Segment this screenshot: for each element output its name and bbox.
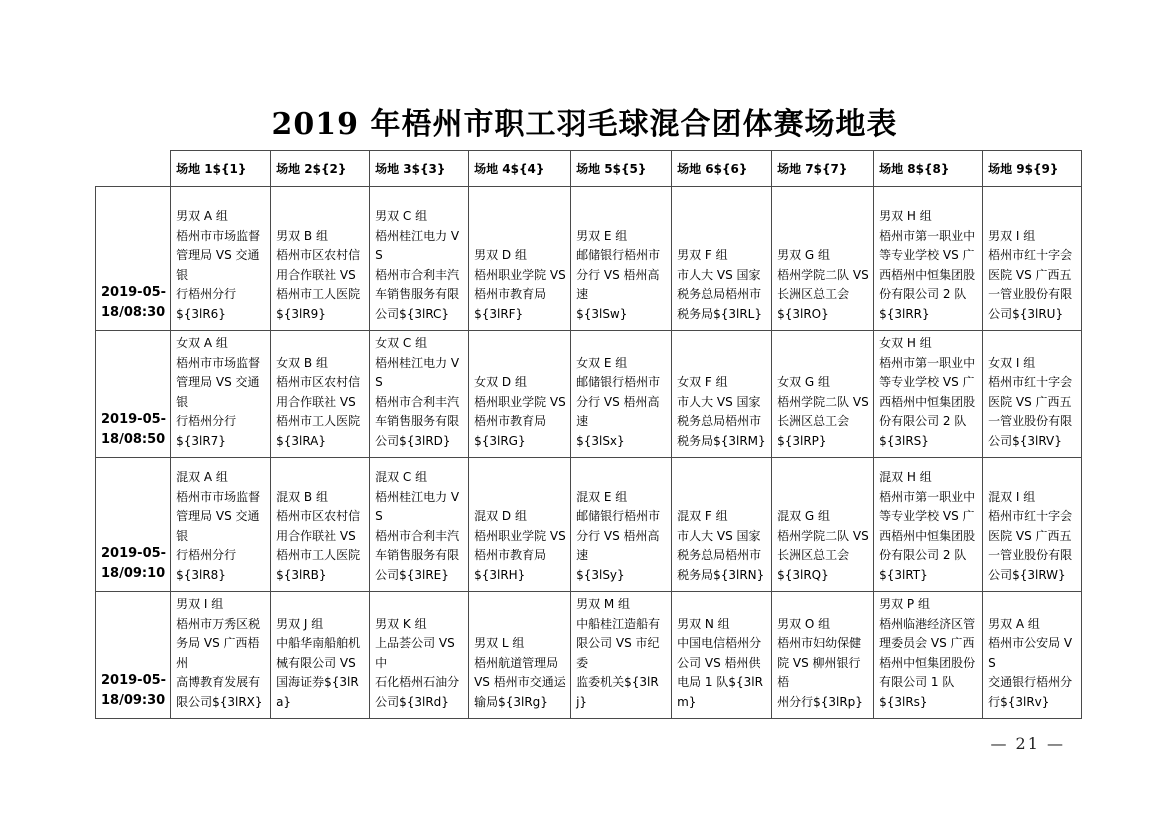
time-label: 2019-05- 18/09:30 xyxy=(96,592,171,719)
schedule-row xyxy=(96,592,1082,719)
time-label: 2019-05- 18/09:10 xyxy=(96,458,171,592)
match-cell: 混双 C 组 梧州桂江电力 VS 梧州市合利丰汽 车销售服务有限 公司${3lRE} xyxy=(370,458,469,592)
match-cell: 女双 E 组 邮储银行梧州市 分行 VS 梧州高速 ${3lSx} xyxy=(571,331,672,458)
match-cell: 女双 C 组 梧州桂江电力 VS 梧州市合利丰汽 车销售服务有限 公司${3lRD} xyxy=(370,331,469,458)
match-cell: 男双 B 组 梧州市区农村信 用合作联社 VS 梧州市工人医院 ${3lR9} xyxy=(271,187,370,331)
match-cell: 男双 A 组 梧州市公安局 VS 交通银行梧州分 行${3lRv} xyxy=(983,592,1082,719)
schedule-row xyxy=(96,458,1082,592)
schedule-row xyxy=(96,331,1082,458)
venue-column-header: 场地 1${1} xyxy=(171,151,271,187)
page-number: — 21 — xyxy=(990,734,1065,753)
match-cell: 男双 M 组 中船桂江造船有 限公司 VS 市纪委 监委机关${3lRj} xyxy=(571,592,672,719)
match-cell: 男双 D 组 梧州职业学院 VS 梧州市教育局 ${3lRF} xyxy=(469,187,571,331)
schedule-table-body xyxy=(96,187,1082,719)
page-title: 2019 年梧州市职工羽毛球混合团体赛场地表 xyxy=(271,107,898,142)
match-cell: 混双 I 组 梧州市红十字会 医院 VS 广西五 一管业股份有限 公司${3lRW} xyxy=(983,458,1082,592)
venue-column-header: 场地 6${6} xyxy=(672,151,772,187)
match-cell: 男双 I 组 梧州市万秀区税 务局 VS 广西梧州 高博教育发展有 限公司${3lRX} xyxy=(171,592,271,719)
match-cell: 女双 G 组 梧州学院二队 VS 长洲区总工会 ${3lRP} xyxy=(772,331,874,458)
venue-schedule-table xyxy=(95,150,1082,719)
venue-column-header: 场地 4${4} xyxy=(469,151,571,187)
match-cell: 男双 H 组 梧州市第一职业中 等专业学校 VS 广 西梧州中恒集团股 份有限公司 2 队 ${3lRR} xyxy=(874,187,983,331)
corner-cell xyxy=(96,151,171,187)
match-cell: 男双 E 组 邮储银行梧州市 分行 VS 梧州高速 ${3lSw} xyxy=(571,187,672,331)
match-cell: 男双 A 组 梧州市市场监督 管理局 VS 交通银 行梧州分行 ${3lR6} xyxy=(171,187,271,331)
venue-column-header: 场地 2${2} xyxy=(271,151,370,187)
venue-column-header: 场地 7${7} xyxy=(772,151,874,187)
time-label: 2019-05- 18/08:30 xyxy=(96,187,171,331)
match-cell: 男双 C 组 梧州桂江电力 VS 梧州市合利丰汽 车销售服务有限 公司${3lRC} xyxy=(370,187,469,331)
venue-column-header: 场地 9${9} xyxy=(983,151,1082,187)
match-cell: 女双 D 组 梧州职业学院 VS 梧州市教育局 ${3lRG} xyxy=(469,331,571,458)
match-cell: 男双 G 组 梧州学院二队 VS 长洲区总工会 ${3lRO} xyxy=(772,187,874,331)
match-cell: 混双 D 组 梧州职业学院 VS 梧州市教育局 ${3lRH} xyxy=(469,458,571,592)
match-cell: 混双 H 组 梧州市第一职业中 等专业学校 VS 广 西梧州中恒集团股 份有限公司 2 队 ${3lRT} xyxy=(874,458,983,592)
match-cell: 混双 F 组 市人大 VS 国家 税务总局梧州市 税务局${3lRN} xyxy=(672,458,772,592)
time-label: 2019-05- 18/08:50 xyxy=(96,331,171,458)
venue-column-header: 场地 5${5} xyxy=(571,151,672,187)
venue-column-header: 场地 8${8} xyxy=(874,151,983,187)
match-cell: 男双 O 组 梧州市妇幼保健 院 VS 柳州银行梧 州分行${3lRp} xyxy=(772,592,874,719)
match-cell: 男双 N 组 中国电信梧州分 公司 VS 梧州供 电局 1 队${3lRm} xyxy=(672,592,772,719)
match-cell: 混双 G 组 梧州学院二队 VS 长洲区总工会 ${3lRQ} xyxy=(772,458,874,592)
match-cell: 男双 L 组 梧州航道管理局 VS 梧州市交通运 输局${3lRg} xyxy=(469,592,571,719)
match-cell: 男双 J 组 中船华南船舶机 械有限公司 VS 国海证券${3lRa} xyxy=(271,592,370,719)
match-cell: 女双 B 组 梧州市区农村信 用合作联社 VS 梧州市工人医院 ${3lRA} xyxy=(271,331,370,458)
venue-header-row xyxy=(96,151,1082,187)
match-cell: 混双 B 组 梧州市区农村信 用合作联社 VS 梧州市工人医院 ${3lRB} xyxy=(271,458,370,592)
match-cell: 混双 A 组 梧州市市场监督 管理局 VS 交通银 行梧州分行 ${3lR8} xyxy=(171,458,271,592)
schedule-row xyxy=(96,187,1082,331)
match-cell: 男双 K 组 上品荟公司 VS 中 石化梧州石油分 公司${3lRd} xyxy=(370,592,469,719)
match-cell: 女双 H 组 梧州市第一职业中 等专业学校 VS 广 西梧州中恒集团股 份有限公司 2 队 ${3lRS} xyxy=(874,331,983,458)
match-cell: 女双 A 组 梧州市市场监督 管理局 VS 交通银 行梧州分行 ${3lR7} xyxy=(171,331,271,458)
match-cell: 混双 E 组 邮储银行梧州市 分行 VS 梧州高速 ${3lSy} xyxy=(571,458,672,592)
venue-column-header: 场地 3${3} xyxy=(370,151,469,187)
match-cell: 男双 F 组 市人大 VS 国家 税务总局梧州市 税务局${3lRL} xyxy=(672,187,772,331)
match-cell: 女双 F 组 市人大 VS 国家 税务总局梧州市 税务局${3lRM} xyxy=(672,331,772,458)
match-cell: 男双 P 组 梧州临港经济区管 理委员会 VS 广西 梧州中恒集团股份 有限公司 1 队 ${3lRs} xyxy=(874,592,983,719)
match-cell: 男双 I 组 梧州市红十字会 医院 VS 广西五 一管业股份有限 公司${3lRU} xyxy=(983,187,1082,331)
match-cell: 女双 I 组 梧州市红十字会 医院 VS 广西五 一管业股份有限 公司${3lRV} xyxy=(983,331,1082,458)
